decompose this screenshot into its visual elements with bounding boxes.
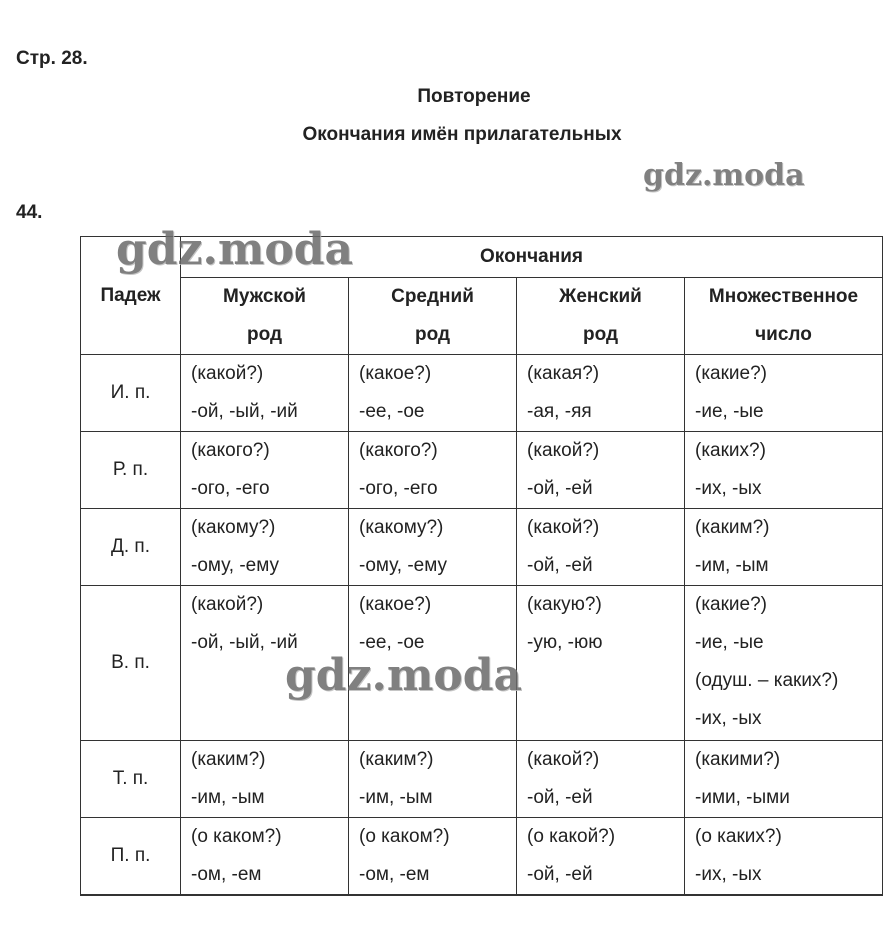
column-header-line: Женский <box>559 286 642 307</box>
cell-line: -ой, -ей <box>527 555 593 576</box>
cell-line: -ие, -ые <box>695 401 764 422</box>
ending-cell <box>181 432 349 509</box>
watermark: gdz.moda <box>116 224 354 275</box>
table-row <box>81 509 883 586</box>
cell-line: -ому, -ему <box>359 555 447 576</box>
cell-line: -ую, -юю <box>527 632 603 653</box>
column-header-line: Множественное <box>708 286 859 307</box>
cell-line: -ому, -ему <box>191 555 279 576</box>
column-header-line: род <box>582 324 619 345</box>
case-label: В. п. <box>81 586 181 741</box>
cell-line: -ой, -ей <box>527 478 593 499</box>
ending-cell <box>685 432 883 509</box>
ending-cell <box>517 432 685 509</box>
cell-line: (какой?) <box>191 363 264 384</box>
cell-line: (какого?) <box>359 440 438 461</box>
cell-line: -ие, -ые <box>695 632 764 653</box>
cell-line: (о каком?) <box>191 826 282 847</box>
column-header-plural <box>685 278 883 355</box>
cell-line: (какого?) <box>191 440 270 461</box>
cell-line: -ой, -ый, -ий <box>191 401 298 422</box>
case-label: Т. п. <box>81 741 181 818</box>
ending-cell <box>349 818 517 896</box>
cell-line: (какому?) <box>191 517 276 538</box>
case-column-header: Падеж <box>81 237 181 355</box>
cell-line: (одуш. – каких?) <box>695 670 839 691</box>
ending-cell <box>517 355 685 432</box>
ending-cell <box>517 509 685 586</box>
cell-line: (какими?) <box>695 749 781 770</box>
ending-cell <box>349 741 517 818</box>
cell-line: (каких?) <box>695 440 766 461</box>
watermark: gdz.moda <box>285 650 523 701</box>
cell-line: -их, -ых <box>695 708 762 729</box>
column-header-line: число <box>755 324 812 345</box>
ending-cell <box>517 741 685 818</box>
ending-cell <box>349 509 517 586</box>
ending-cell <box>685 509 883 586</box>
cell-line: (о каком?) <box>359 826 450 847</box>
cell-line: (какому?) <box>359 517 444 538</box>
column-header-line: род <box>246 324 283 345</box>
column-header-line: Мужской <box>223 286 306 307</box>
cell-line: -их, -ых <box>695 478 762 499</box>
cell-line: -ом, -ем <box>359 864 430 885</box>
endings-header: Окончания <box>181 237 883 278</box>
table-row <box>81 818 883 896</box>
ending-cell <box>517 586 685 741</box>
cell-line: (о какой?) <box>527 826 616 847</box>
ending-cell <box>685 818 883 896</box>
cell-line: (какие?) <box>695 363 768 384</box>
watermark: gdz.moda <box>643 158 805 193</box>
cell-line: -ой, -ый, -ий <box>191 632 298 653</box>
cell-line: -ой, -ей <box>527 864 593 885</box>
cell-line: (какая?) <box>527 363 600 384</box>
cell-line: -ого, -его <box>191 478 270 499</box>
table-row <box>81 741 883 818</box>
ending-cell <box>517 818 685 896</box>
ending-cell <box>181 741 349 818</box>
case-label: Р. п. <box>81 432 181 509</box>
column-header-line: Средний <box>391 286 474 307</box>
table-row <box>81 355 883 432</box>
ending-cell <box>181 355 349 432</box>
cell-line: (какие?) <box>695 594 768 615</box>
page-reference: Стр. 28. <box>16 48 88 69</box>
cell-line: -им, -ым <box>359 787 433 808</box>
ending-cell <box>685 355 883 432</box>
column-header-feminine <box>517 278 685 355</box>
cell-line: -ее, -ое <box>359 632 425 653</box>
case-label: И. п. <box>81 355 181 432</box>
column-header-line: род <box>414 324 451 345</box>
cell-line: -им, -ым <box>191 787 265 808</box>
cell-line: (какое?) <box>359 363 432 384</box>
table-row <box>81 432 883 509</box>
ending-cell <box>685 586 883 741</box>
cell-line: -ими, -ыми <box>695 787 790 808</box>
cell-line: -ая, -яя <box>527 401 592 422</box>
ending-cell <box>181 509 349 586</box>
cell-line: (каким?) <box>695 517 770 538</box>
ending-cell <box>685 741 883 818</box>
table-subtitle: Окончания имён прилагательных <box>302 124 622 145</box>
cell-line: -ее, -ое <box>359 401 425 422</box>
cell-line: (какую?) <box>527 594 602 615</box>
case-label: П. п. <box>81 818 181 896</box>
cell-line: (какой?) <box>527 517 600 538</box>
ending-cell <box>181 818 349 896</box>
case-label: Д. п. <box>81 509 181 586</box>
ending-cell <box>349 355 517 432</box>
exercise-number: 44. <box>16 202 43 223</box>
cell-line: (какое?) <box>359 594 432 615</box>
cell-line: (каким?) <box>191 749 266 770</box>
section-title: Повторение <box>417 86 531 107</box>
ending-cell <box>349 432 517 509</box>
cell-line: (каким?) <box>359 749 434 770</box>
column-header-masculine <box>181 278 349 355</box>
cell-line: (какой?) <box>527 440 600 461</box>
cell-line: (какой?) <box>527 749 600 770</box>
cell-line: (какой?) <box>191 594 264 615</box>
cell-line: -ого, -его <box>359 478 438 499</box>
cell-line: -ом, -ем <box>191 864 262 885</box>
cell-line: -ой, -ей <box>527 787 593 808</box>
cell-line: (о каких?) <box>695 826 782 847</box>
column-header-neuter <box>349 278 517 355</box>
cell-line: -их, -ых <box>695 864 762 885</box>
adjective-endings-table <box>80 236 883 896</box>
cell-line: -им, -ым <box>695 555 769 576</box>
